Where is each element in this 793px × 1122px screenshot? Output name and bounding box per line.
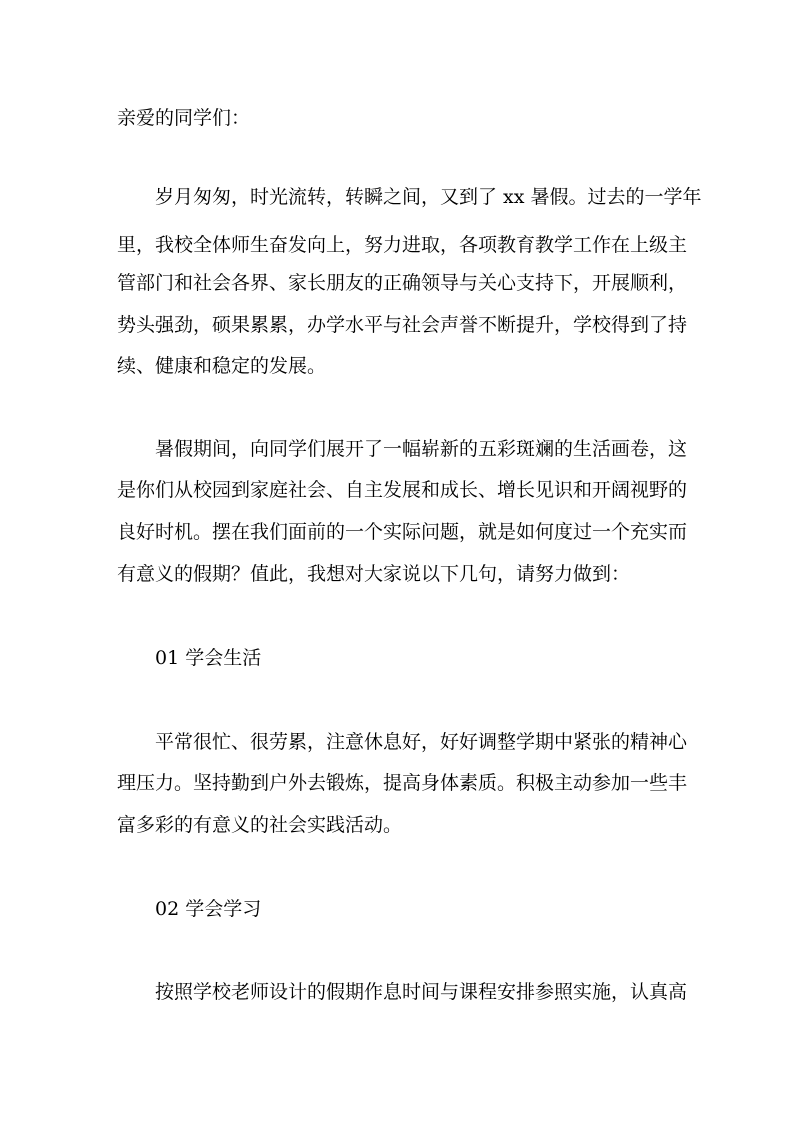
section-heading-1: 01 学会生活 (155, 647, 262, 669)
paragraph-4-line-1: 按照学校老师设计的假期作息时间与课程安排参照实施，认真高 (155, 981, 688, 1003)
paragraph-1-line-2: 里，我校全体师生奋发向上，努力进取，各项教育教学工作在上级主 (117, 234, 688, 256)
salutation: 亲爱的同学们： (117, 107, 251, 129)
paragraph-3-line-2: 理压力。坚持勤到户外去锻炼，提高身体素质。积极主动参加一些丰 (117, 772, 688, 794)
paragraph-1-line-1: 岁月匆匆，时光流转，转瞬之间，又到了 xx 暑假。过去的一学年 (155, 186, 702, 208)
paragraph-2-line-1: 暑假期间，向同学们展开了一幅崭新的五彩斑斓的生活画卷，这 (155, 438, 688, 460)
paragraph-1-line-5: 续、健康和稳定的发展。 (117, 355, 327, 377)
paragraph-2-line-3: 良好时机。摆在我们面前的一个实际问题，就是如何度过一个充实而 (117, 521, 688, 543)
paragraph-3-line-1: 平常很忙、很劳累，注意休息好，好好调整学期中紧张的精神心 (155, 731, 688, 753)
section-heading-2: 02 学会学习 (155, 898, 262, 920)
paragraph-2-line-2: 是你们从校园到家庭社会、自主发展和成长、增长见识和开阔视野的 (117, 479, 688, 501)
paragraph-1-line-4: 势头强劲，硕果累累，办学水平与社会声誉不断提升，学校得到了持 (117, 314, 688, 336)
paragraph-1-line-3: 管部门和社会各界、家长朋友的正确领导与关心支持下，开展顺利， (117, 272, 688, 294)
paragraph-2-line-4: 有意义的假期？值此，我想对大家说以下几句，请努力做到： (117, 563, 631, 585)
paragraph-3-line-3: 富多彩的有意义的社会实践活动。 (117, 814, 403, 836)
